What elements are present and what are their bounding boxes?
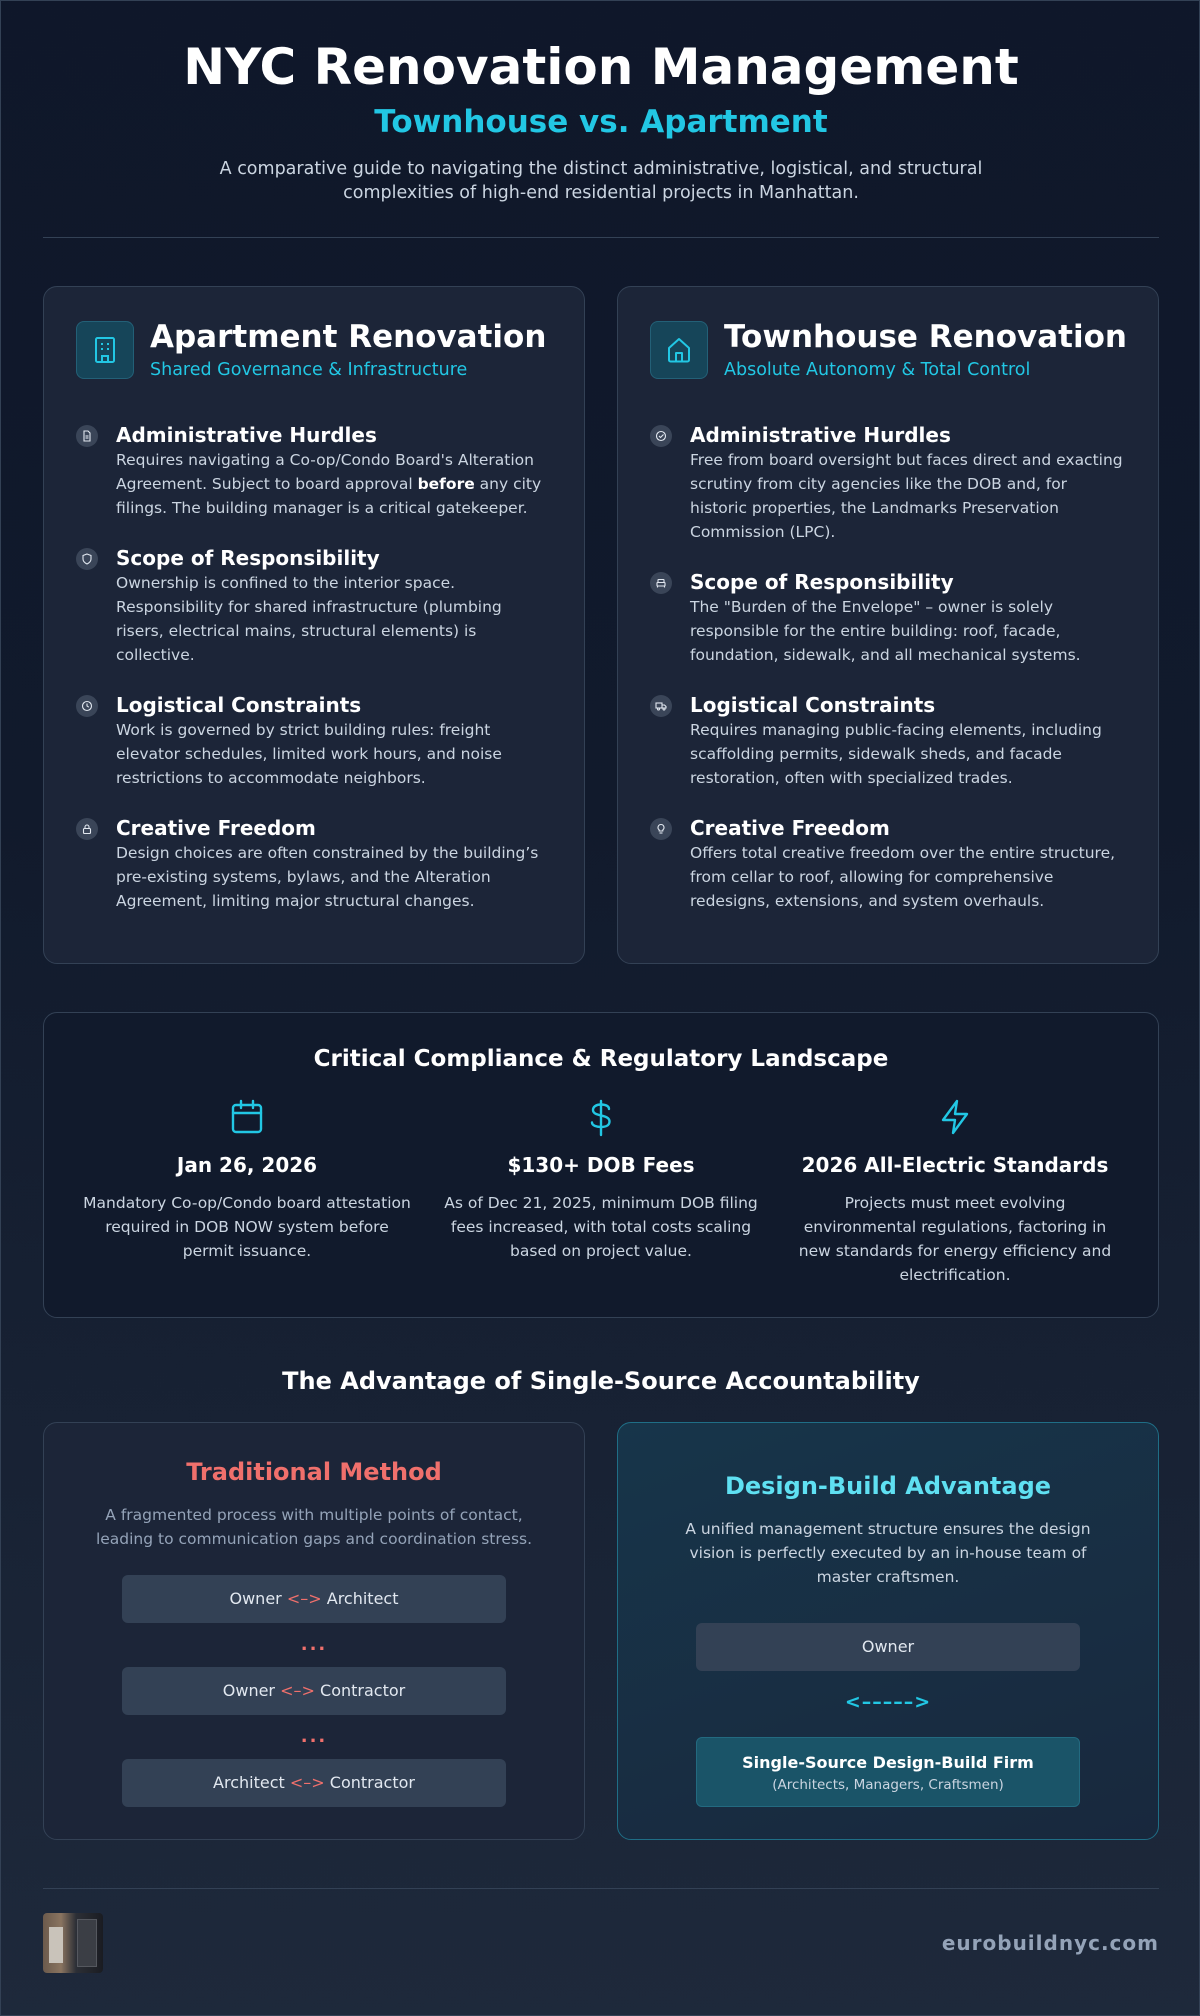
apartment-card-header	[76, 319, 554, 381]
owner-pill: Owner	[696, 1623, 1080, 1671]
item-title: Scope of Responsibility	[116, 546, 380, 570]
item-description: Design choices are often constrained by the building’s pre-existing systems, bylaws, and the Alteration Agreement, limiting major structural changes.	[116, 844, 539, 910]
header	[43, 1, 1159, 205]
connector-dots: ...	[300, 1726, 328, 1747]
document-icon	[76, 425, 98, 447]
item-description: Ownership is confined to the interior space. Responsibility for shared infrastructure (plumbing risers, electrical mains, structural elements) is collective.	[116, 574, 502, 664]
compliance-item-title: Jan 26, 2026	[176, 1153, 318, 1177]
firm-box	[696, 1737, 1080, 1807]
compliance-title: Critical Compliance & Regulatory Landscape	[313, 1046, 889, 1072]
header-divider	[43, 237, 1159, 238]
townhouse-item-creative	[650, 816, 1128, 913]
compliance-item-title: $130+ DOB Fees	[507, 1153, 695, 1177]
house-icon	[650, 321, 708, 379]
shield-icon	[76, 548, 98, 570]
item-title: Logistical Constraints	[116, 693, 362, 717]
townhouse-item-logistics	[650, 693, 1128, 790]
truck-icon	[650, 695, 672, 717]
item-description: Offers total creative freedom over the entire structure, from cellar to roof, allowing for comprehensive redesigns, extensions, and system overhauls.	[690, 844, 1116, 910]
connector-dots: ...	[300, 1634, 328, 1655]
compliance-item-description: Mandatory Co-op/Condo board attestation required in DOB NOW system before permit issuance.	[83, 1194, 411, 1260]
relation-pill: Owner <–> Contractor	[122, 1667, 506, 1715]
compliance-item-fees	[424, 1099, 778, 1287]
design-build-description: A unified management structure ensures the design vision is perfectly executed by an in-house team of master craftsmen.	[685, 1520, 1091, 1586]
building-icon	[76, 321, 134, 379]
apartment-card-title: Apartment Renovation	[150, 319, 547, 355]
item-title: Logistical Constraints	[690, 693, 936, 717]
item-title: Creative Freedom	[116, 816, 316, 840]
item-title: Administrative Hurdles	[116, 423, 377, 447]
apartment-item-creative	[76, 816, 554, 913]
logo-thumbnail	[43, 1913, 103, 1973]
bed-icon	[650, 572, 672, 594]
page-subtitle: Townhouse vs. Apartment	[374, 104, 828, 140]
townhouse-card-subtitle: Absolute Autonomy & Total Control	[724, 360, 1031, 380]
design-build-title: Design-Build Advantage	[724, 1472, 1052, 1500]
item-title: Scope of Responsibility	[690, 570, 954, 594]
footer	[43, 1913, 1159, 1973]
design-build-card	[617, 1422, 1159, 1840]
firm-members: (Architects, Managers, Craftsmen)	[772, 1777, 1004, 1793]
apartment-item-scope	[76, 546, 554, 667]
check-circle-icon	[650, 425, 672, 447]
traditional-method-card	[43, 1422, 585, 1840]
traditional-method-title: Traditional Method	[186, 1458, 442, 1486]
item-title: Administrative Hurdles	[690, 423, 951, 447]
lock-icon	[76, 818, 98, 840]
compliance-item-electric	[778, 1099, 1132, 1287]
item-title: Creative Freedom	[690, 816, 890, 840]
item-description: Requires managing public-facing elements, including scaffolding permits, sidewalk sheds, and facade restoration, often with specialized trades.	[690, 721, 1102, 787]
traditional-method-description: A fragmented process with multiple points of contact, leading to communication gaps and coordination stress.	[95, 1506, 533, 1548]
bidirectional-arrow: <–––––>	[844, 1691, 932, 1713]
firm-name: Single-Source Design-Build Firm	[742, 1753, 1034, 1772]
apartment-card	[43, 286, 585, 964]
dollar-icon	[434, 1099, 768, 1137]
accountability-title: The Advantage of Single-Source Accountability	[282, 1367, 920, 1395]
clock-icon	[76, 695, 98, 717]
townhouse-item-administrative	[650, 423, 1128, 544]
apartment-card-subtitle: Shared Governance & Infrastructure	[150, 360, 468, 380]
townhouse-card-header	[650, 319, 1128, 381]
townhouse-item-scope	[650, 570, 1128, 667]
comparison-section	[43, 286, 1159, 964]
compliance-item-description: As of Dec 21, 2025, minimum DOB filing fees increased, with total costs scaling based on project value.	[444, 1194, 758, 1260]
item-description: Requires navigating a Co-op/Condo Board's Alteration Agreement. Subject to board approval before any city filings. The building manager is a critical gatekeeper.	[116, 451, 542, 517]
compliance-item-description: Projects must meet evolving environmental regulations, factoring in new standards for energy efficiency and electrification.	[798, 1194, 1112, 1284]
calendar-icon	[80, 1099, 414, 1137]
item-description: Work is governed by strict building rules: freight elevator schedules, limited work hours, and noise restrictions to accommodate neighbors.	[116, 721, 502, 787]
lightning-icon	[788, 1099, 1122, 1137]
lightbulb-icon	[650, 818, 672, 840]
compliance-item-deadline	[70, 1099, 424, 1287]
compliance-section	[43, 1012, 1159, 1318]
item-description: The "Burden of the Envelope" – owner is solely responsible for the entire building: roof, facade, foundation, sidewalk, and all mechanical systems.	[690, 598, 1081, 664]
relation-pill: Architect <–> Contractor	[122, 1759, 506, 1807]
item-description: Free from board oversight but faces direct and exacting scrutiny from city agencies like the DOB and, for historic properties, the Landmarks Preservation Commission (LPC).	[690, 451, 1123, 541]
townhouse-card-title: Townhouse Renovation	[724, 319, 1127, 355]
accountability-section	[43, 1422, 1159, 1840]
apartment-item-logistics	[76, 693, 554, 790]
compliance-item-title: 2026 All-Electric Standards	[801, 1153, 1109, 1177]
page-description: A comparative guide to navigating the distinct administrative, logistical, and structural complexities of high-end residential projects in Manhattan.	[219, 159, 983, 203]
website-link[interactable]: eurobuildnyc.com	[941, 1931, 1159, 1955]
relation-pill: Owner <–> Architect	[122, 1575, 506, 1623]
page-title: NYC Renovation Management	[183, 38, 1019, 96]
footer-divider	[43, 1888, 1159, 1889]
apartment-item-administrative	[76, 423, 554, 520]
townhouse-card	[617, 286, 1159, 964]
